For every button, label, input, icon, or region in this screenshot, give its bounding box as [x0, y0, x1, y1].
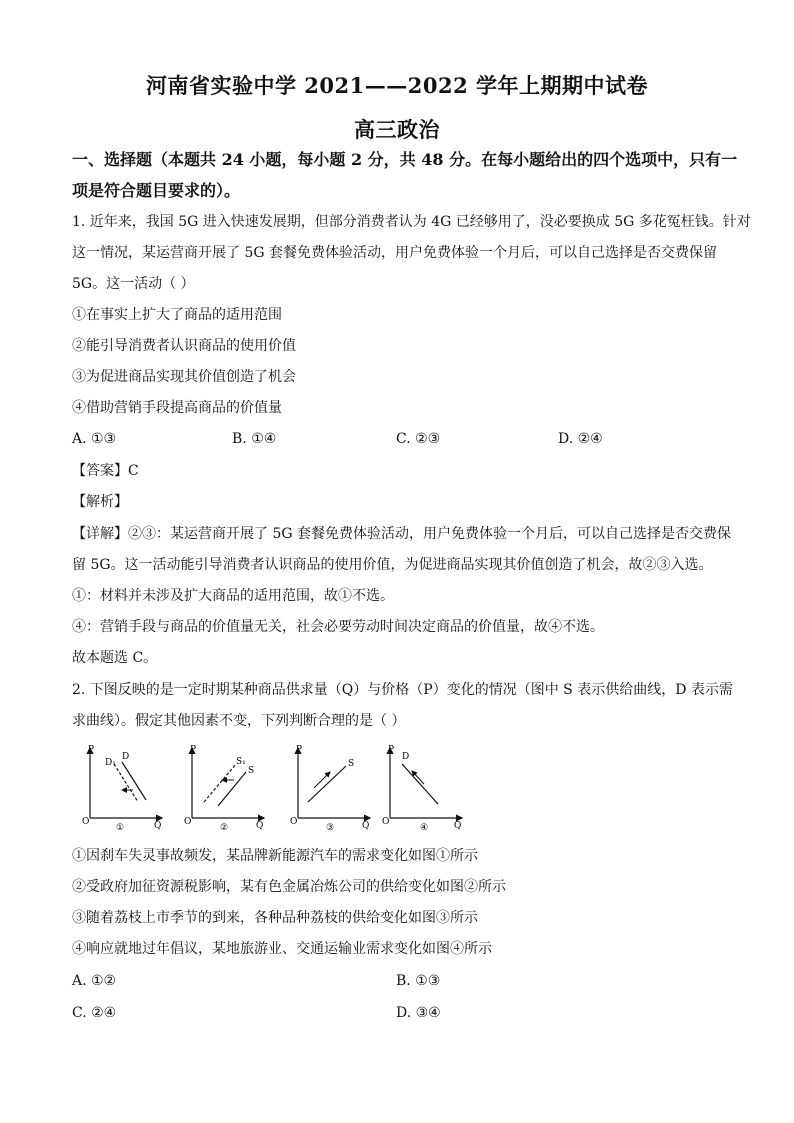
- supply-curve-s: [308, 766, 346, 802]
- q1-statement-2: ②能引导消费者认识商品的使用价值: [72, 338, 296, 354]
- q1-option-d: D. ②④: [558, 431, 603, 447]
- q1-statement-3: ③为促进商品实现其价值创造了机会: [72, 369, 296, 385]
- q2-statement-4: ④响应就地过年倡议，某地旅游业、交通运输业需求变化如图④所示: [72, 941, 492, 957]
- q2-stem-line2: 求曲线）。假定其他因素不变，下列判断合理的是（ ）: [72, 713, 406, 729]
- curve-label-d: D: [402, 752, 410, 762]
- p-axis-label: P: [296, 745, 303, 755]
- q2-statement-3: ③随着荔枝上市季节的到来，各种品种荔枝的供给变化如图③所示: [72, 910, 478, 926]
- exam-subject: 高三政治: [354, 117, 440, 142]
- curve-label-d: D: [122, 752, 130, 762]
- curve-label-s: S: [348, 759, 355, 769]
- demand-curve-d1: [114, 764, 138, 802]
- demand-curve-d: [402, 764, 438, 804]
- q1-answer: 【答案】C: [72, 463, 139, 479]
- p-axis-label: P: [190, 745, 197, 755]
- q1-statement-1: ①在事实上扩大了商品的适用范围: [72, 307, 282, 323]
- q1-stem-line1: 1. 近年来，我国 5G 进入快速发展期，但部分消费者认为 4G 已经够用了，没必要换成 5G 多花冤枉钱。针对: [72, 214, 751, 230]
- q2-stem-line1: 2. 下图反映的是一定时期某种商品供求量（Q）与价格（P）变化的情况（图中 S 表示供给曲线，D 表示需: [72, 682, 733, 698]
- origin-label: O: [82, 817, 90, 827]
- supply-demand-graph-4: [378, 744, 468, 834]
- section-heading-line2: 项是符合题目要求的）。: [72, 181, 241, 200]
- graph-caption-4: ④: [420, 823, 429, 833]
- q-axis-label: Q: [256, 821, 264, 831]
- q1-explanation-line1: 【详解】②③：某运营商开展了 5G 套餐免费体验活动，用户免费体验一个月后，可以自己选择是否交费保: [72, 526, 731, 542]
- q1-option-c: C. ②③: [396, 431, 441, 447]
- q2-option-c: C. ②④: [72, 1005, 117, 1021]
- graph-caption-2: ②: [220, 823, 229, 833]
- q1-explanation-line3: ①：材料并未涉及扩大商品的适用范围，故①不选。: [72, 588, 394, 604]
- exam-title: 河南省实验中学 2021——2022 学年上期期中试卷: [145, 73, 648, 98]
- demand-curve-d: [122, 762, 146, 800]
- supply-demand-graph-1: [78, 744, 168, 834]
- q1-stem-line3: 5G。这一活动（ ）: [72, 276, 195, 292]
- q1-stem-line2: 这一情况，某运营商开展了 5G 套餐免费体验活动，用户免费体验一个月后，可以自己选择是否交费保留: [72, 245, 717, 261]
- p-axis-label: P: [388, 745, 395, 755]
- q1-explanation-line5: 故本题选 C。: [72, 650, 158, 666]
- graph-caption-3: ③: [326, 823, 335, 833]
- q1-explanation-line2: 留 5G。这一活动能引导消费者认识商品的使用价值，为促进商品实现其价值创造了机会，故②③入选。: [72, 557, 713, 573]
- curve-label-s: S: [248, 766, 255, 776]
- supply-curve-s: [218, 772, 246, 806]
- q1-option-b: B. ①④: [232, 431, 277, 447]
- q1-option-a: A. ①③: [72, 431, 117, 447]
- q2-statement-1: ①因刹车失灵事故频发，某品牌新能源汽车的需求变化如图①所示: [72, 848, 478, 864]
- q2-statement-2: ②受政府加征资源税影响，某有色金属冶炼公司的供给变化如图②所示: [72, 879, 506, 895]
- graph-caption-1: ①: [116, 823, 125, 833]
- supply-curve-s1: [204, 764, 236, 802]
- supply-demand-graph-3: [286, 744, 376, 834]
- q2-option-b: B. ①③: [396, 973, 441, 989]
- origin-label: O: [382, 817, 390, 827]
- origin-label: O: [184, 817, 192, 827]
- q-axis-label: Q: [362, 821, 370, 831]
- q2-option-a: A. ①②: [72, 973, 117, 989]
- q1-analysis-label: 【解析】: [72, 494, 128, 510]
- q-axis-label: Q: [154, 821, 162, 831]
- movement-arrow: [314, 772, 330, 788]
- q2-option-d: D. ③④: [396, 1005, 441, 1021]
- origin-label: O: [290, 817, 298, 827]
- curve-label-d1: D₁: [105, 758, 116, 768]
- q-axis-label: Q: [454, 821, 462, 831]
- supply-demand-graph-2: [180, 744, 270, 834]
- curve-label-s1: S₁: [236, 757, 246, 767]
- q1-explanation-line4: ④：营销手段与商品的价值量无关，社会必要劳动时间决定商品的价值量，故④不选。: [72, 619, 604, 635]
- q1-statement-4: ④借助营销手段提高商品的价值量: [72, 400, 282, 416]
- section-heading-line1: 一、选择题（本题共 24 小题，每小题 2 分，共 48 分。在每小题给出的四个选项中，只有一: [72, 150, 738, 169]
- p-axis-label: P: [88, 745, 95, 755]
